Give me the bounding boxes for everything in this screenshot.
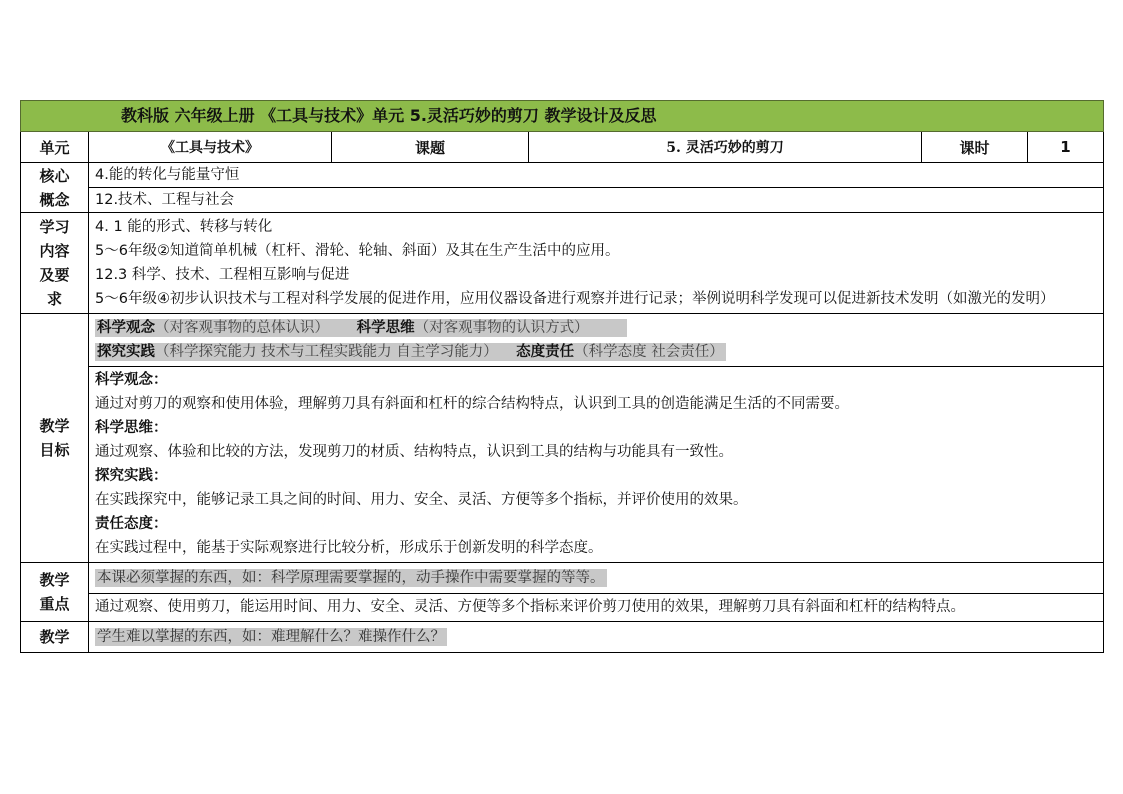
core-line-2: 12.技术、工程与社会 bbox=[95, 192, 235, 208]
lesson-plan-table bbox=[20, 100, 1104, 653]
period-value: 1 bbox=[1028, 132, 1104, 163]
lesson-plan-document bbox=[20, 100, 1103, 653]
key-points-label: 教学 重点 bbox=[21, 563, 89, 622]
goals-hint-line-2: 探究实践（科学探究能力 技术与工程实践能力 自主学习能力） 态度责任（科学态度 社会责任） bbox=[97, 344, 724, 360]
core-line-1: 4.能的转化与能量守恒 bbox=[89, 163, 1103, 188]
requirement-line-1: 4. 1 能的形式、转移与转化 bbox=[95, 219, 273, 235]
key-points-row bbox=[21, 563, 1104, 622]
document-title: 教科版 六年级上册 《工具与技术》单元 5.灵活巧妙的剪刀 教学设计及反思 bbox=[121, 106, 657, 125]
difficulty-label: 教学 bbox=[21, 622, 89, 653]
period-label: 课时 bbox=[922, 132, 1028, 163]
header-row bbox=[21, 132, 1104, 163]
goal-text-concept: 通过对剪刀的观察和使用体验，理解剪刀具有斜面和杠杆的综合结构特点，认识到工具的创造能满足生活的不同需要。 bbox=[95, 396, 849, 412]
requirement-line-3: 12.3 科学、技术、工程相互影响与促进 bbox=[95, 267, 350, 283]
goal-text-thinking: 通过观察、体验和比较的方法，发现剪刀的材质、结构特点，认识到工具的结构与功能具有一致性。 bbox=[95, 444, 733, 460]
topic-label: 课题 bbox=[332, 132, 529, 163]
unit-label: 单元 bbox=[21, 132, 89, 163]
topic-value: 5. 灵活巧妙的剪刀 bbox=[529, 132, 922, 163]
requirements-label: 学习 内容 及要 求 bbox=[21, 213, 89, 314]
difficulty-hint: 学生难以掌握的东西，如：难理解什么？难操作什么？ bbox=[97, 629, 445, 645]
core-concept-row bbox=[21, 163, 1104, 213]
goal-heading-thinking: 科学思维： bbox=[95, 420, 168, 436]
key-points-text: 通过观察、使用剪刀，能运用时间、用力、安全、灵活、方便等多个指标来评价剪刀使用的效果，理解剪刀具有斜面和杠杆的结构特点。 bbox=[95, 599, 965, 615]
goal-heading-attitude: 责任态度： bbox=[95, 516, 168, 532]
key-points-hint: 本课必须掌握的东西，如：科学原理需要掌握的，动手操作中需要掌握的等等。 bbox=[97, 570, 605, 586]
goal-heading-concept: 科学观念： bbox=[95, 372, 168, 388]
requirement-line-2: 5～6年级②知道简单机械（杠杆、滑轮、轮轴、斜面）及其在生产生活中的应用。 bbox=[95, 243, 620, 259]
goal-text-practice: 在实践探究中，能够记录工具之间的时间、用力、安全、灵活、方便等多个指标，并评价使用的效果。 bbox=[95, 492, 748, 508]
difficulty-row bbox=[21, 622, 1104, 653]
requirement-line-4: 5～6年级④初步认识技术与工程对科学发展的促进作用，应用仪器设备进行观察并进行记录；举例说明科学发现可以促进新技术发明（如激光的发明） bbox=[95, 291, 1055, 307]
title-row bbox=[21, 101, 1104, 132]
goals-hint-line-1: 科学观念（对客观事物的总体认识） 科学思维（对客观事物的认识方式） bbox=[95, 316, 1097, 340]
requirements-row bbox=[21, 213, 1104, 314]
core-concept-label: 核心 概念 bbox=[21, 163, 89, 213]
goals-row bbox=[21, 314, 1104, 563]
unit-value: 《工具与技术》 bbox=[89, 132, 332, 163]
goals-label: 教学 目标 bbox=[21, 314, 89, 563]
goal-text-attitude: 在实践过程中，能基于实际观察进行比较分析，形成乐于创新发明的科学态度。 bbox=[95, 540, 603, 556]
goal-heading-practice: 探究实践： bbox=[95, 468, 168, 484]
